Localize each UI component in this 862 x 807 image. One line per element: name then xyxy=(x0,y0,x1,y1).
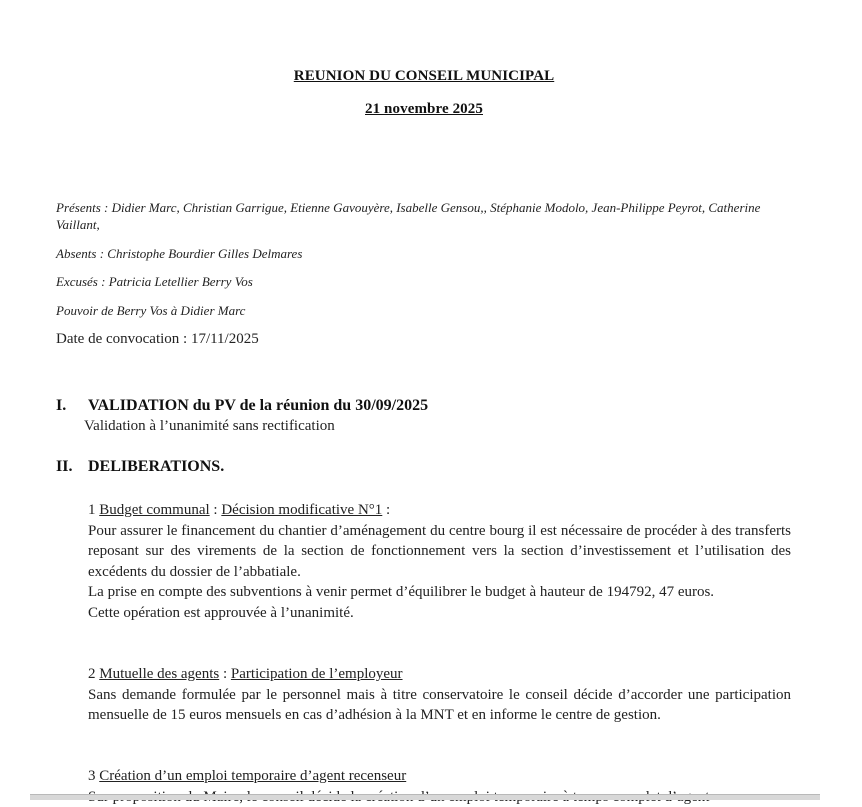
convocation-date: Date de convocation : 17/11/2025 xyxy=(56,331,259,348)
meeting-date: 21 novembre 2025 xyxy=(0,101,848,118)
item-topic: Décision modificative N°1 xyxy=(221,502,382,518)
item-subject: Mutuelle des agents xyxy=(99,666,219,682)
pouvoir-line: Pouvoir de Berry Vos à Didier Marc xyxy=(56,302,796,319)
item-paragraph: Sans demande formulée par le personnel mais à titre conservatoire le conseil décide d’accorder une participation mensuelle de 15 euros mensuels en cas d’adhésion à la MNT et en informe le centre de gestion. xyxy=(88,685,791,726)
section-number: II. xyxy=(56,458,88,476)
section-heading-deliberations xyxy=(56,458,224,476)
presents-list: Présents : Didier Marc, Christian Garrigue, Etienne Gavouyère, Isabelle Gensou,, Stéphanie Modolo, Jean-Philippe Peyrot, Catherine Vaillant, xyxy=(56,199,796,233)
horizontal-scrollbar[interactable] xyxy=(30,794,820,800)
item-heading xyxy=(88,664,791,685)
item-paragraph: Pour assurer le financement du chantier d’aménagement du centre bourg il est nécessaire de procéder à des transferts reposant sur des virements de la section de fonctionnement vers la section d’investissement et l’utilisation des excédents du dossier de l’abbatiale. xyxy=(88,521,791,583)
deliberation-item-recenseur xyxy=(88,766,791,807)
item-paragraph: Cette opération est approuvée à l’unanimité. xyxy=(88,603,791,624)
item-separator: : xyxy=(219,666,231,682)
absents-list: Absents : Christophe Bourdier Gilles Delmares xyxy=(56,245,796,262)
item-heading xyxy=(88,766,791,787)
item-heading xyxy=(88,500,791,521)
item-subject: Création d’un emploi temporaire d’agent recenseur xyxy=(99,768,406,784)
excuses-list: Excusés : Patricia Letellier Berry Vos xyxy=(56,273,796,290)
item-paragraph: La prise en compte des subventions à venir permet d’équilibrer le budget à hauteur de 194792, 47 euros. xyxy=(88,582,791,603)
document-title: REUNION DU CONSEIL MUNICIPAL xyxy=(0,68,848,85)
item-number: 2 xyxy=(88,666,99,682)
section-title: VALIDATION du PV de la réunion du 30/09/2025 xyxy=(88,397,428,414)
item-suffix: : xyxy=(382,502,390,518)
item-separator: : xyxy=(210,502,222,518)
section-title: DELIBERATIONS. xyxy=(88,458,224,475)
item-subject: Budget communal xyxy=(99,502,209,518)
section-heading-validation xyxy=(56,397,428,415)
item-number: 1 xyxy=(88,502,99,518)
section-validation-text: Validation à l’unanimité sans rectification xyxy=(84,418,335,435)
deliberation-item-budget xyxy=(88,500,791,623)
deliberation-item-mutuelle xyxy=(88,664,791,726)
item-number: 3 xyxy=(88,768,99,784)
item-topic: Participation de l’employeur xyxy=(231,666,403,682)
section-number: I. xyxy=(56,397,88,415)
